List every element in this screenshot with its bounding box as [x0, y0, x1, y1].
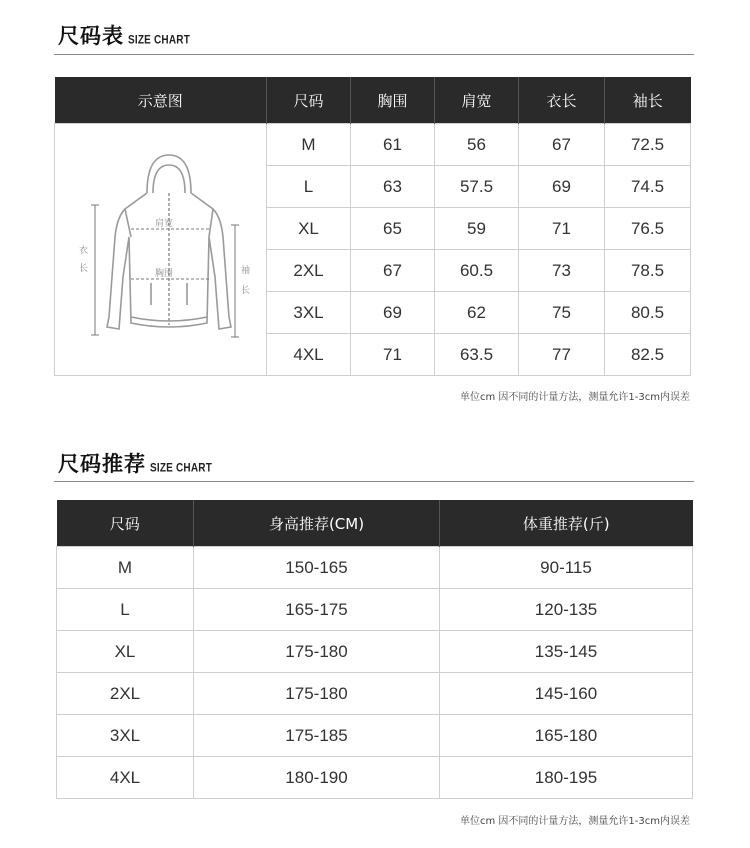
section-title: 尺码表: [58, 24, 124, 48]
shoulder-label: 肩宽: [155, 218, 174, 229]
size-recommend-table: [56, 500, 693, 799]
cell-length: 75: [519, 292, 605, 334]
cell-chest: 71: [351, 334, 435, 376]
header-shoulder: 肩宽: [435, 77, 519, 124]
table-row: [57, 757, 693, 799]
cell-length: 73: [519, 250, 605, 292]
cell-weight: 145-160: [440, 673, 693, 715]
size-recommend-heading: [58, 448, 212, 478]
cell-shoulder: 57.5: [435, 166, 519, 208]
cell-height: 150-165: [194, 547, 440, 589]
cell-height: 180-190: [194, 757, 440, 799]
cell-height: 175-180: [194, 673, 440, 715]
divider: [54, 54, 694, 55]
cell-size: 4XL: [267, 334, 351, 376]
size-chart-heading: [58, 20, 190, 50]
cell-sleeve: 74.5: [605, 166, 691, 208]
cell-size: M: [267, 124, 351, 166]
cell-chest: 63: [351, 166, 435, 208]
cell-weight: 165-180: [440, 715, 693, 757]
header-weight: 体重推荐(斤): [440, 500, 693, 547]
cell-weight: 120-135: [440, 589, 693, 631]
length-label-1: 衣: [79, 245, 89, 256]
table-header-row: [57, 500, 693, 547]
cell-size: XL: [57, 631, 194, 673]
cell-chest: 61: [351, 124, 435, 166]
cell-sleeve: 76.5: [605, 208, 691, 250]
header-diagram: 示意图: [55, 77, 267, 124]
cell-chest: 67: [351, 250, 435, 292]
cell-height: 175-180: [194, 631, 440, 673]
cell-size: 2XL: [57, 673, 194, 715]
cell-size: 3XL: [267, 292, 351, 334]
cell-size: XL: [267, 208, 351, 250]
table-row: [57, 589, 693, 631]
header-sleeve: 袖长: [605, 77, 691, 124]
table-row: [57, 715, 693, 757]
section-subtitle: SIZE CHART: [150, 462, 212, 475]
cell-size: 3XL: [57, 715, 194, 757]
cell-shoulder: 56: [435, 124, 519, 166]
cell-shoulder: 62: [435, 292, 519, 334]
cell-length: 77: [519, 334, 605, 376]
cell-size: M: [57, 547, 194, 589]
table-row: [57, 547, 693, 589]
cell-size: L: [267, 166, 351, 208]
measurement-note: 单位cm 因不同的计量方法，测量允许1-3cm内误差: [460, 816, 690, 827]
cell-length: 67: [519, 124, 605, 166]
cell-shoulder: 60.5: [435, 250, 519, 292]
header-length: 衣长: [519, 77, 605, 124]
table-header-row: [55, 77, 691, 124]
jacket-illustration: [55, 127, 267, 373]
cell-weight: 135-145: [440, 631, 693, 673]
cell-sleeve: 78.5: [605, 250, 691, 292]
measurement-note: 单位cm 因不同的计量方法，测量允许1-3cm内误差: [460, 392, 690, 403]
cell-weight: 90-115: [440, 547, 693, 589]
cell-chest: 69: [351, 292, 435, 334]
sleeve-label-2: 长: [241, 285, 251, 296]
cell-size: 4XL: [57, 757, 194, 799]
table-row: [55, 124, 691, 166]
section-subtitle: SIZE CHART: [128, 34, 190, 47]
cell-length: 71: [519, 208, 605, 250]
cell-sleeve: 80.5: [605, 292, 691, 334]
length-label-2: 长: [79, 263, 89, 274]
cell-weight: 180-195: [440, 757, 693, 799]
cell-sleeve: 72.5: [605, 124, 691, 166]
cell-length: 69: [519, 166, 605, 208]
divider: [54, 481, 694, 482]
header-height: 身高推荐(CM): [194, 500, 440, 547]
sleeve-label-1: 袖: [241, 265, 251, 276]
cell-shoulder: 63.5: [435, 334, 519, 376]
size-chart-table: [54, 77, 691, 376]
cell-shoulder: 59: [435, 208, 519, 250]
table-row: [57, 673, 693, 715]
header-chest: 胸围: [351, 77, 435, 124]
jacket-diagram: [55, 124, 267, 376]
header-size: 尺码: [267, 77, 351, 124]
cell-height: 165-175: [194, 589, 440, 631]
table-row: [57, 631, 693, 673]
header-size: 尺码: [57, 500, 194, 547]
cell-size: L: [57, 589, 194, 631]
cell-height: 175-185: [194, 715, 440, 757]
cell-chest: 65: [351, 208, 435, 250]
cell-sleeve: 82.5: [605, 334, 691, 376]
cell-size: 2XL: [267, 250, 351, 292]
section-title: 尺码推荐: [58, 452, 146, 476]
chest-label: 胸围: [155, 268, 174, 279]
